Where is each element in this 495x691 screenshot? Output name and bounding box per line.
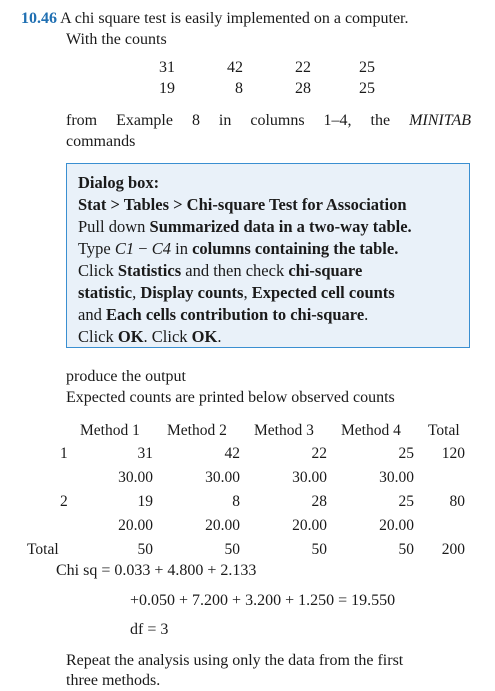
dialog-title: Dialog box:	[78, 173, 160, 192]
total-cell: 50	[311, 541, 327, 558]
exp-cell: 20.00	[118, 517, 153, 534]
closing-line1: Repeat the analysis using only the data from the first	[66, 652, 404, 669]
exp-cell: 20.00	[292, 517, 327, 534]
count-cell: 28	[295, 80, 311, 97]
exp-cell: 30.00	[292, 469, 327, 486]
problem-statement	[21, 8, 408, 29]
col-header: Total	[428, 422, 460, 439]
problem-number: 10.46	[21, 10, 57, 27]
exp-cell: 20.00	[379, 517, 414, 534]
problem-text-line2: With the counts	[66, 31, 167, 48]
count-cell: 31	[159, 59, 175, 76]
col-header: Method 2	[167, 422, 227, 439]
closing-line2: three methods.	[66, 672, 161, 689]
obs-cell: 25	[398, 493, 414, 510]
count-cell: 25	[359, 80, 375, 97]
dialog-line3: Pull down Summarized data in a two-way table.	[78, 217, 412, 236]
dialog-box	[66, 163, 470, 348]
total-cell: 120	[441, 445, 465, 462]
obs-cell: 22	[311, 445, 327, 462]
output-line2: Expected counts are printed below observed counts	[66, 389, 395, 406]
exp-cell: 20.00	[205, 517, 240, 534]
after-counts-text: from Example 8 in columns 1–4, the	[66, 112, 391, 129]
dialog-line4: Type C1 − C4 in columns containing the table.	[78, 239, 399, 258]
chisq-line1: Chi sq = 0.033 + 4.800 + 2.133	[56, 562, 257, 579]
exp-cell: 30.00	[118, 469, 153, 486]
problem-text-line1: A chi square test is easily implemented on a computer.	[60, 10, 409, 27]
obs-cell: 25	[398, 445, 414, 462]
count-cell: 42	[227, 59, 243, 76]
col-header: Method 1	[80, 422, 140, 439]
output-line1: produce the output	[66, 368, 186, 385]
minitab-term: MINITAB	[409, 112, 471, 129]
obs-cell: 19	[137, 493, 153, 510]
col-header: Method 4	[341, 422, 401, 439]
row-label: 1	[60, 445, 68, 462]
dialog-line7: and Each cells contribution to chi-square.	[78, 305, 369, 324]
dialog-path: Stat > Tables > Chi-square Test for Association	[78, 195, 407, 214]
obs-cell: 31	[137, 445, 153, 462]
row-label: 2	[60, 493, 68, 510]
col-header: Method 3	[254, 422, 314, 439]
total-cell: 50	[224, 541, 240, 558]
after-counts-line1	[66, 110, 471, 131]
chisq-df: df = 3	[130, 621, 169, 638]
total-cell: 80	[449, 493, 465, 510]
count-cell: 25	[359, 59, 375, 76]
total-cell: 50	[398, 541, 414, 558]
dialog-line6: statistic, Display counts, Expected cell counts	[78, 283, 395, 302]
dialog-line5: Click Statistics and then check chi-square	[78, 261, 363, 280]
obs-cell: 8	[232, 493, 240, 510]
total-cell: 50	[137, 541, 153, 558]
count-cell: 19	[159, 80, 175, 97]
total-label: Total	[27, 541, 59, 558]
total-cell: 200	[441, 541, 465, 558]
after-counts-line2: commands	[66, 133, 136, 150]
count-cell: 22	[295, 59, 311, 76]
exp-cell: 30.00	[379, 469, 414, 486]
dialog-line8: Click OK. Click OK.	[78, 327, 222, 346]
obs-cell: 28	[311, 493, 327, 510]
count-cell: 8	[235, 80, 243, 97]
chisq-line2: +0.050 + 7.200 + 3.200 + 1.250 = 19.550	[130, 592, 396, 609]
exp-cell: 30.00	[205, 469, 240, 486]
obs-cell: 42	[224, 445, 240, 462]
